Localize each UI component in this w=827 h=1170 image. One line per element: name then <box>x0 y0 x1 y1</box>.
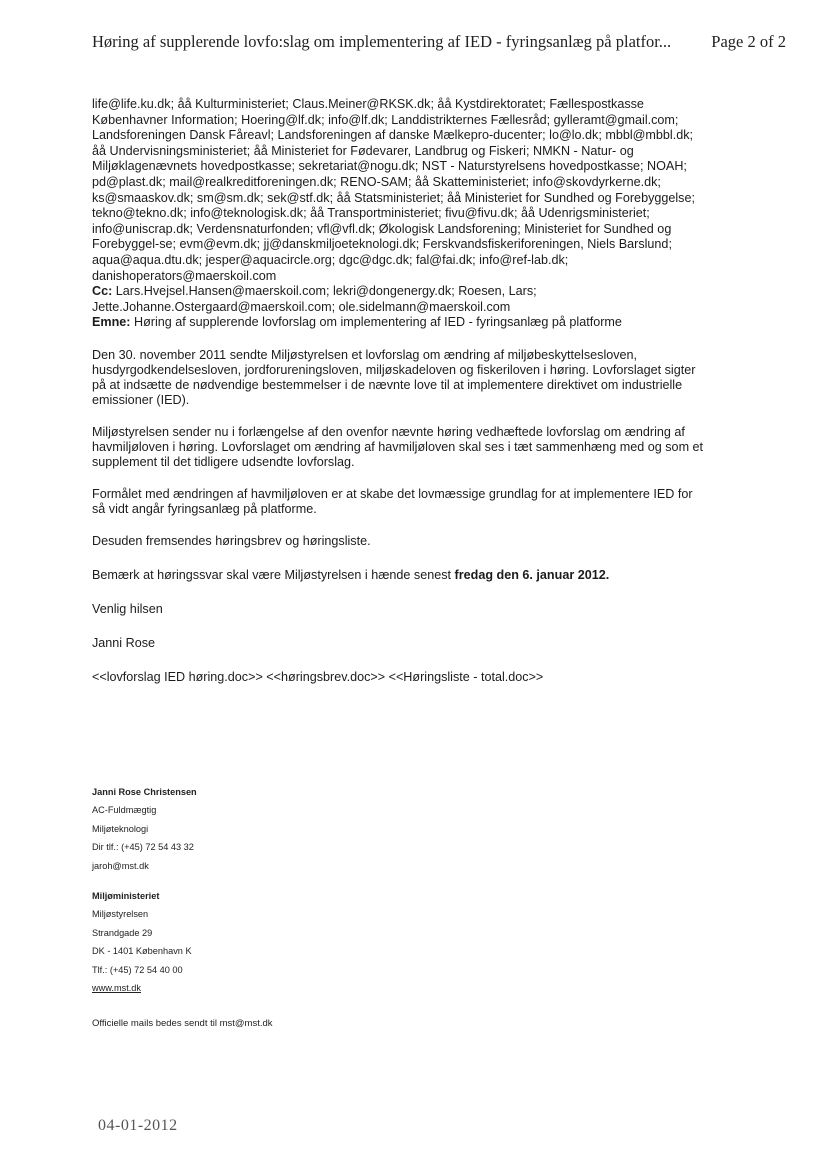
message-body <box>92 348 752 702</box>
text-line: husdyrgodkendelsesloven, jordforureningsloven, miljøskadeloven og fiskeriloven i høring. Lovforslaget sigter <box>92 363 696 377</box>
stamp-date: 04-01-2012 <box>98 1117 178 1134</box>
signature-email: jaroh@mst.dk <box>92 860 149 871</box>
to-line: tekno@tekno.dk; info@teknologisk.dk; åå Transportministeriet; fivu@fivu.dk; åå Udenrigsministeriet; <box>92 206 650 221</box>
sender-name: Janni Rose <box>92 636 156 650</box>
paragraph-purpose <box>92 487 752 517</box>
signature-agency: Miljøstyrelsen <box>92 909 149 920</box>
text-line: supplement til det tidligere udsendte lovforslag. <box>92 455 355 469</box>
official-mail-note: Officielle mails bedes sendt til mst@mst.dk <box>92 1018 273 1029</box>
signature-web-link[interactable]: www.mst.dk <box>92 983 142 994</box>
cc-label: Cc: <box>92 284 113 299</box>
to-line: Forebyggel-se; evm@evm.dk; jj@danskmiljoeteknologi.dk; Ferskvandsfiskeriforeningen, Niels Barslund; <box>92 237 672 252</box>
signature-unit: Miljøteknologi <box>92 823 149 834</box>
signature-city: DK - 1401 København K <box>92 946 192 957</box>
signature-name: Janni Rose Christensen <box>92 787 197 797</box>
to-line: Landsforeningen Dansk Fåreavl; Landsforeningen af danske Mælkepro-ducenter; lo@lo.dk; mbbl@mbbl.dk; <box>92 128 694 143</box>
text-line: Den 30. november 2011 sendte Miljøstyrelsen et lovforslag om ændring af miljøbeskyttelsesloven, <box>92 348 638 362</box>
to-line: ks@smaaskov.dk; sm@sm.dk; sek@stf.dk; åå Statsministeriet; åå Ministeriet for Sundhed og Forebyggelse; <box>92 190 695 205</box>
recipients-block <box>92 97 752 331</box>
to-line: pd@plast.dk; mail@realkreditforeningen.dk; RENO-SAM; åå Skatteministeriet; info@skovdyrkerne.dk; <box>92 174 661 189</box>
header-title: Høring af supplerende lovfo:slag om implementering af IED - fyringsanlæg på platfor... <box>92 32 672 51</box>
subject-value: Høring af supplerende lovforslag om implementering af IED - fyringsanlæg på platforme <box>134 315 622 330</box>
subject-line <box>92 315 752 331</box>
text-line: havmiljøloven i høring. Lovforslaget om ændring af havmiljøloven skal ses i tæt sammenhæng med og som et <box>92 440 704 454</box>
paragraph-intro <box>92 348 752 408</box>
page-header <box>92 32 792 52</box>
paragraph-deadline <box>92 568 752 583</box>
to-line: life@life.ku.dk; åå Kulturministeriet; Claus.Meiner@RKSK.dk; åå Kystdirektoratet; Fællespostkasse <box>92 97 644 111</box>
signature-phone: Dir tlf.: (+45) 72 54 43 32 <box>92 842 194 853</box>
deadline-text: Bemærk at høringssvar skal være Miljøstyrelsen i hænde senest <box>92 568 455 582</box>
email-signature <box>92 783 492 997</box>
to-line: info@uniscrap.dk; Verdensnaturfonden; vfl@vfl.dk; Økologisk Landsforening; Ministeriet for Sundhed og <box>92 221 672 236</box>
paragraph-enclosures: Desuden fremsendes høringsbrev og høringsliste. <box>92 534 371 548</box>
text-line: Miljøstyrelsen sender nu i forlængelse af den ovenfor nævnte høring vedhæftede lovforslag om ændring af <box>92 425 685 439</box>
text-line: på at indsætte de nødvendige bestemmelser i de nævnte love til at implementere direktivet om industrielle <box>92 378 683 392</box>
to-line: åå Undervisningsministeriet; åå Ministeriet for Fødevarer, Landbrug og Fiskeri; NMKN - Natur- og <box>92 143 634 158</box>
text-line: så vidt angår fyringsanlæg på platforme. <box>92 502 317 516</box>
page-number: Page 2 of 2 <box>711 32 786 51</box>
text-line: Formålet med ændringen af havmiljøloven er at skabe det lovmæssige grundlag for at implementere IED for <box>92 487 693 501</box>
to-line: Miljøklagenævnets hovedpostkasse; sekretariat@nogu.dk; NST - Naturstyrelsens hovedpostkasse; NOAH; <box>92 159 687 174</box>
deadline-date: fredag den 6. januar 2012. <box>454 568 610 582</box>
attachments-list: <<lovforslag IED høring.doc>> <<høringsbrev.doc>> <<Høringsliste - total.doc>> <box>92 670 544 684</box>
signature-street: Strandgade 29 <box>92 927 153 938</box>
to-line: Københavner Information; Hoering@lf.dk; info@lf.dk; Landdistrikternes Fællesråd; gylleramt@gmail.com; <box>92 112 679 127</box>
cc-value: Lars.Hvejsel.Hansen@maerskoil.com; lekri@dongenergy.dk; Roesen, Lars; <box>115 284 537 299</box>
to-line: danishoperators@maerskoil.com <box>92 268 277 283</box>
paragraph-supplement <box>92 425 752 470</box>
greeting: Venlig hilsen <box>92 602 163 616</box>
subject-label: Emne: <box>92 315 131 330</box>
text-line: emissioner (IED). <box>92 393 190 407</box>
signature-role: AC-Fuldmægtig <box>92 805 157 816</box>
cc-line-continued: Jette.Johanne.Ostergaard@maerskoil.com; ole.sidelmann@maerskoil.com <box>92 299 511 314</box>
to-line: aqua@aqua.dtu.dk; jesper@aquacircle.org; dgc@dgc.dk; fal@fai.dk; info@ref-lab.dk; <box>92 252 569 267</box>
cc-line <box>92 284 752 300</box>
signature-org-phone: Tlf.: (+45) 72 54 40 00 <box>92 964 183 975</box>
signature-org: Miljøministeriet <box>92 891 160 902</box>
